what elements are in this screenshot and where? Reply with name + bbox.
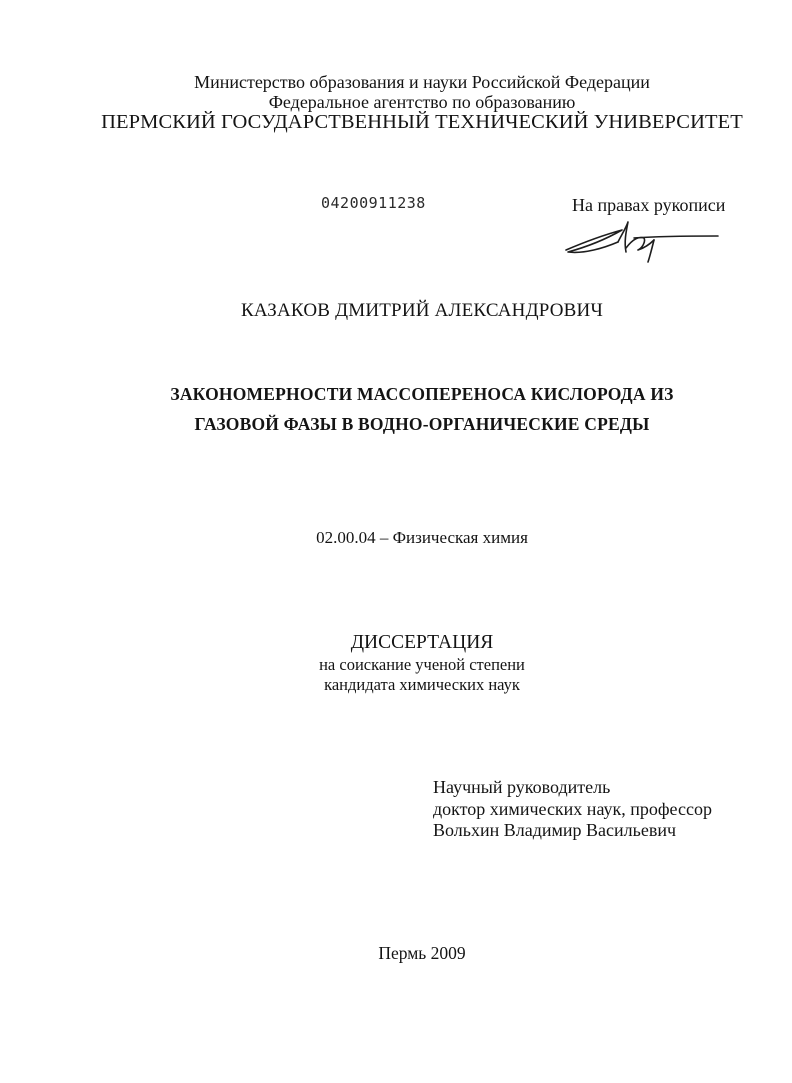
author-name: КАЗАКОВ ДМИТРИЙ АЛЕКСАНДРОВИЧ	[240, 300, 604, 321]
degree-line-1: на соискание ученой степени	[319, 655, 525, 674]
dissertation-title-line-1: ЗАКОНОМЕРНОСТИ МАССОПЕРЕНОСА КИСЛОРОДА ИЗ	[170, 384, 674, 404]
supervisor-name: Вольхин Владимир Васильевич	[433, 820, 676, 840]
manuscript-rights-label: На правах рукописи	[572, 195, 726, 215]
university-line: ПЕРМСКИЙ ГОСУДАРСТВЕННЫЙ ТЕХНИЧЕСКИЙ УНИВЕРСИТЕТ	[101, 111, 743, 133]
place-year: Пермь 2009	[378, 943, 466, 963]
specialty-line: 02.00.04 – Физическая химия	[316, 528, 528, 547]
ministry-line: Министерство образования и науки Российской Федерации	[194, 72, 650, 92]
agency-line: Федеральное агентство по образованию	[268, 92, 576, 112]
supervisor-rank: доктор химических наук, профессор	[433, 799, 712, 819]
supervisor-title: Научный руководитель	[433, 777, 611, 797]
signature-icon	[560, 218, 722, 264]
archive-code: 04200911238	[321, 194, 426, 212]
document-type: ДИССЕРТАЦИЯ	[350, 632, 494, 653]
degree-line-2: кандидата химических наук	[324, 675, 520, 694]
dissertation-title-line-2: ГАЗОВОЙ ФАЗЫ В ВОДНО-ОРГАНИЧЕСКИЕ СРЕДЫ	[194, 414, 650, 434]
